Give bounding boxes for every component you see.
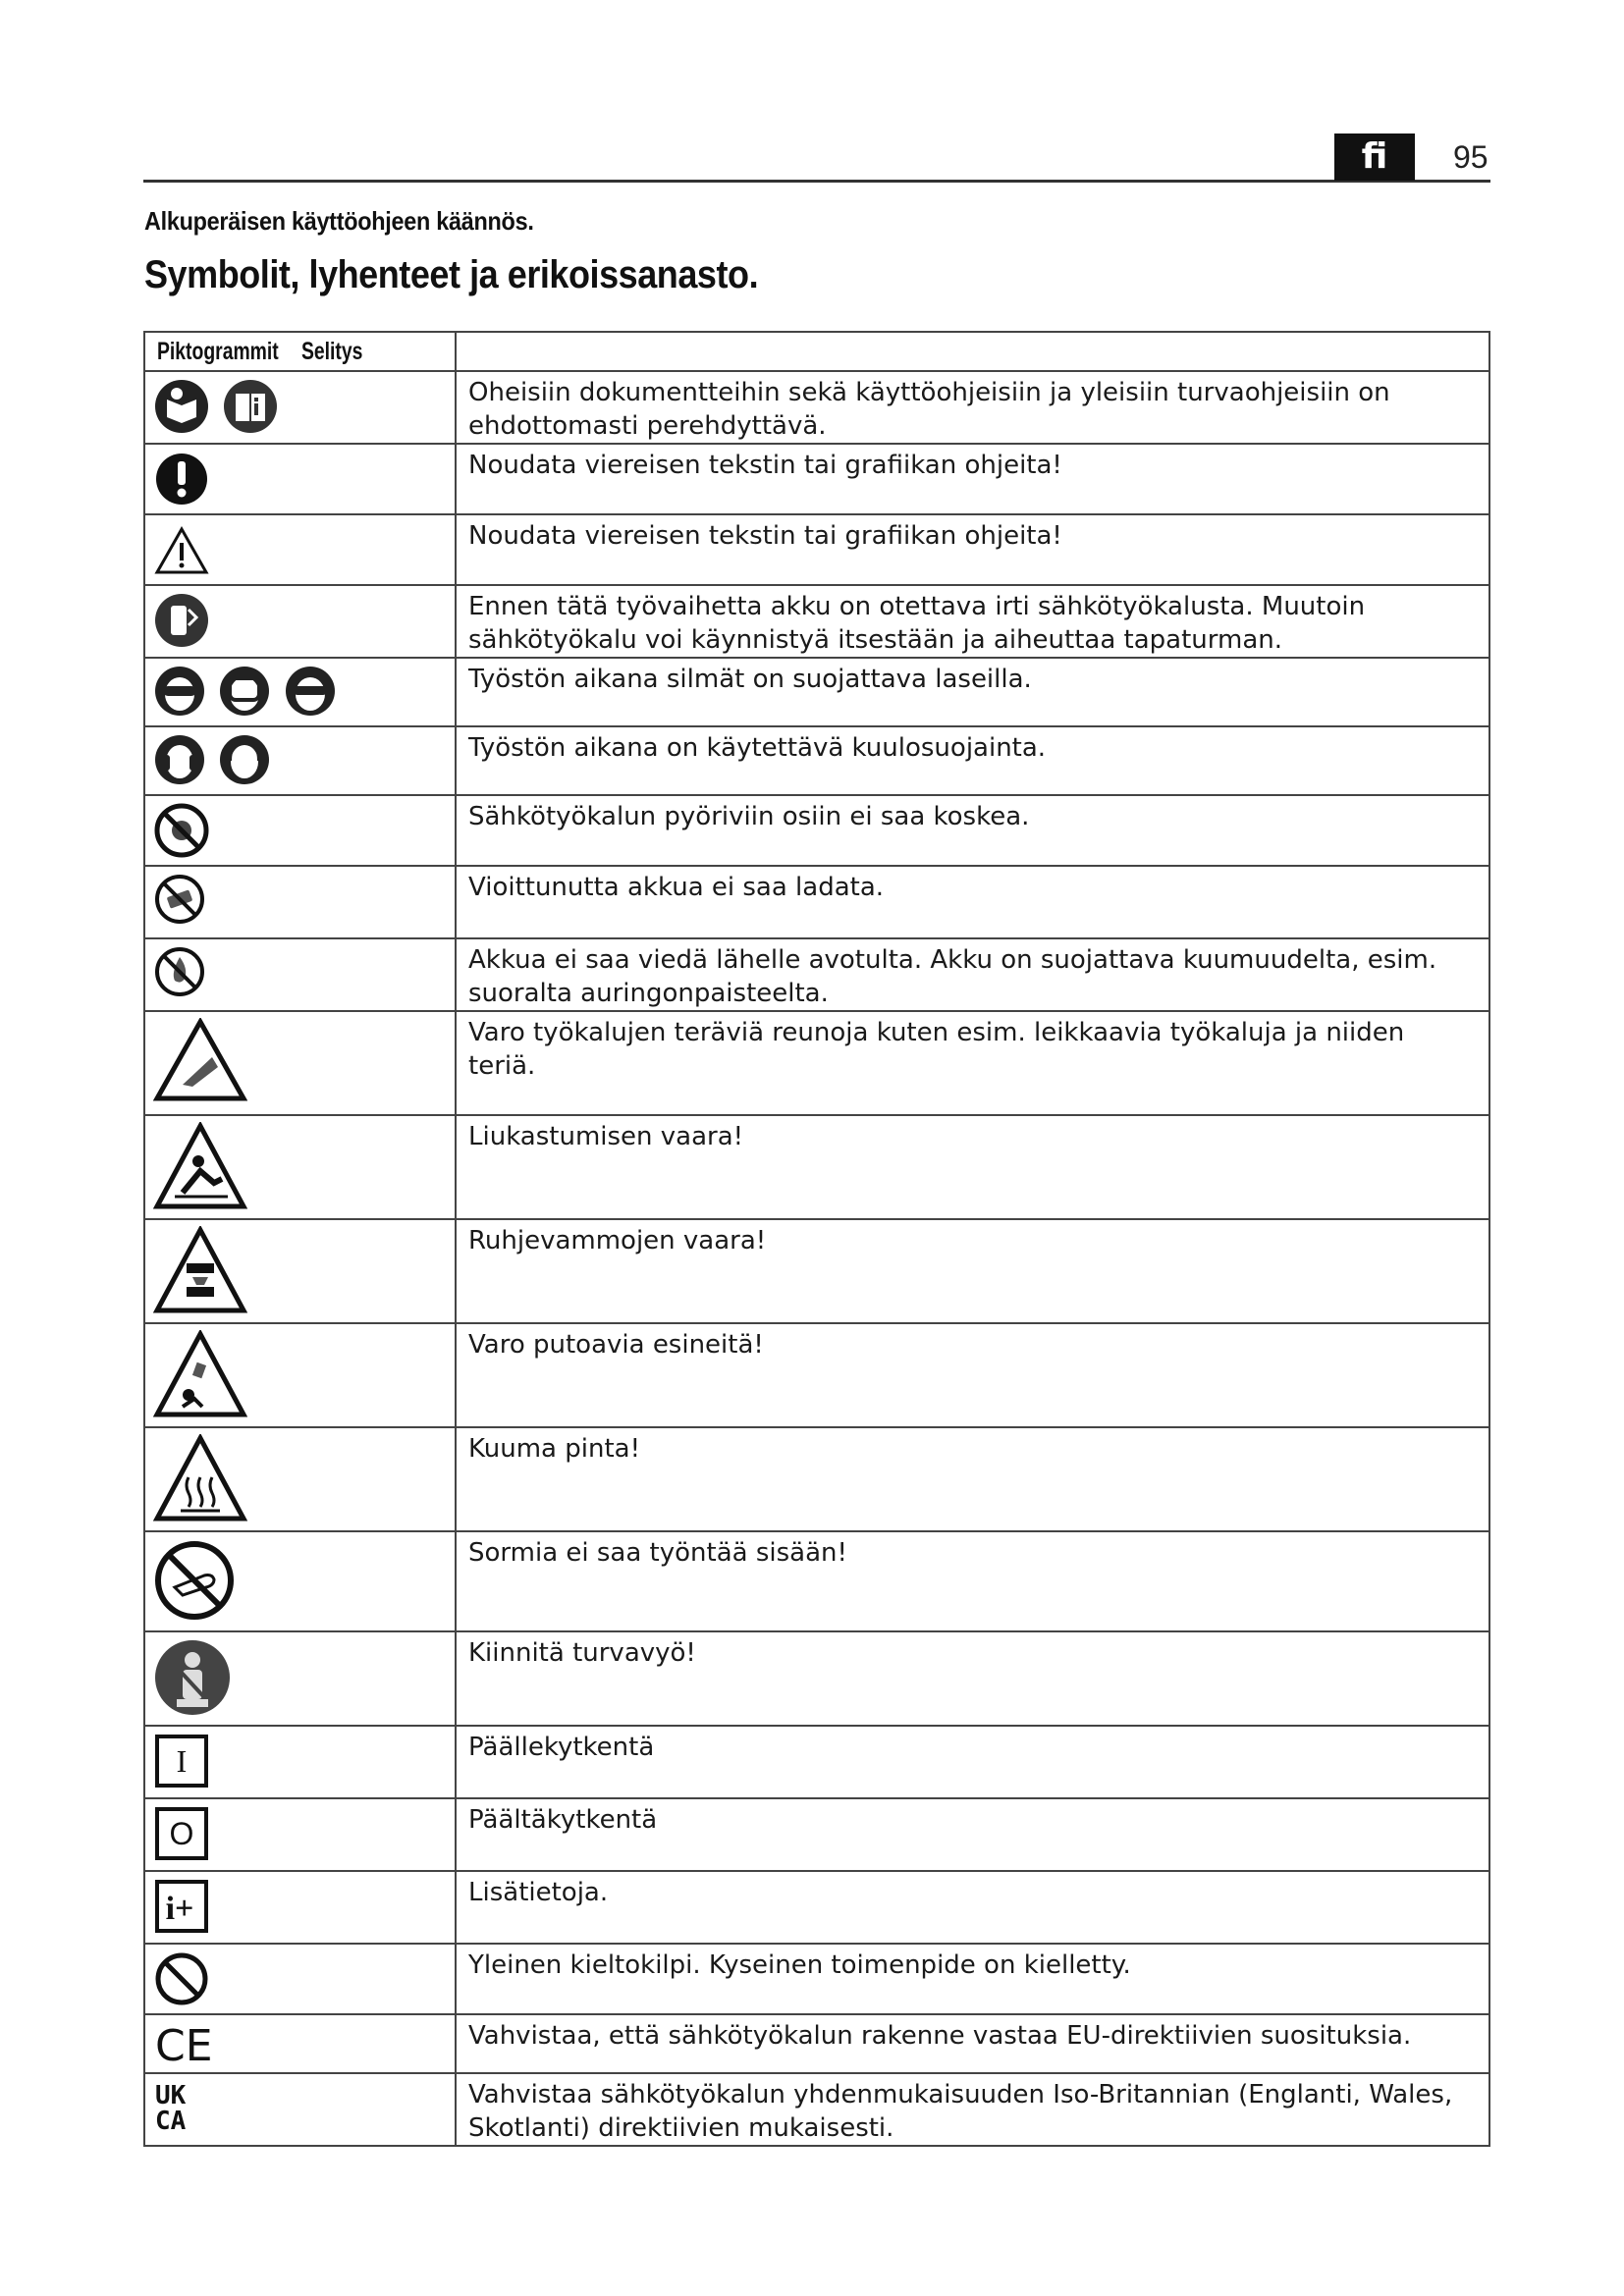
symbols-table: [143, 331, 1490, 2147]
pictogram-cell: [144, 866, 456, 938]
falling-objects-warning-icon: [153, 1330, 247, 1418]
pictogram-cell: [144, 1631, 456, 1726]
safety-goggles-icon: [284, 665, 337, 718]
ukca-mark-icon: [153, 2080, 202, 2135]
table-row: [144, 795, 1489, 866]
power-off-glyph: O: [169, 1816, 194, 1851]
table-row: [144, 1726, 1489, 1798]
table-row: [144, 1944, 1489, 2014]
pictogram-cell: [144, 1219, 456, 1323]
sharp-edges-warning-icon: [153, 1018, 247, 1102]
table-row: [144, 658, 1489, 726]
column-header-pictograms: [144, 332, 456, 371]
description-cell: Sormia ei saa työntää sisään!: [456, 1531, 1489, 1631]
description-cell: Vahvistaa, että sähkötyökalun rakenne vastaa EU-direktiivien suosituksia.: [456, 2014, 1489, 2073]
description-cell: Oheisiin dokumentteihin sekä käyttöohjeisiin ja yleisiin turvaohjeisiin on ehdottomasti perehdyttävä.: [456, 371, 1489, 444]
description-cell: Noudata viereisen tekstin tai grafiikan ohjeita!: [456, 514, 1489, 585]
ce-glyph: CE: [155, 2021, 213, 2066]
table-row: [144, 371, 1489, 444]
table-row: [144, 1323, 1489, 1427]
remove-battery-icon: [153, 592, 210, 649]
ce-mark-icon: [153, 2021, 218, 2066]
table-row: [144, 585, 1489, 658]
description-cell: Noudata viereisen tekstin tai grafiikan ohjeita!: [456, 444, 1489, 514]
description-cell: Yleinen kieltokilpi. Kyseinen toimenpide on kielletty.: [456, 1944, 1489, 2014]
eye-protection-icon: [153, 665, 206, 718]
pictogram-cell: [144, 2014, 456, 2073]
table-row: [144, 1631, 1489, 1726]
pictogram-cell: [144, 1115, 456, 1219]
hot-surface-warning-icon: [153, 1434, 247, 1522]
seat-belt-icon: [153, 1638, 232, 1717]
pictogram-cell: [144, 514, 456, 585]
pictogram-cell: [144, 1871, 456, 1944]
description-cell: Työstön aikana silmät on suojattava laseilla.: [456, 658, 1489, 726]
table-row: [144, 2014, 1489, 2073]
pictogram-cell: [144, 1798, 456, 1871]
no-touch-rotating-icon: [153, 802, 210, 859]
table-row: [144, 514, 1489, 585]
pictogram-cell: [144, 1427, 456, 1531]
description-cell: Sähkötyökalun pyöriviin osiin ei saa koskea.: [456, 795, 1489, 866]
face-shield-icon: [218, 665, 271, 718]
no-fingers-icon: [153, 1538, 236, 1623]
description-cell: Varo putoavia esineitä!: [456, 1323, 1489, 1427]
description-cell: Kuuma pinta!: [456, 1427, 1489, 1531]
mandatory-action-icon: [153, 451, 210, 507]
pictogram-cell: [144, 2073, 456, 2146]
description-cell: Vioittunutta akkua ei saa ladata.: [456, 866, 1489, 938]
ear-protection-icon: [153, 733, 206, 786]
table-row: [144, 726, 1489, 795]
header-rule: [143, 180, 1490, 183]
description-cell: Ruhjevammojen vaara!: [456, 1219, 1489, 1323]
pictogram-cell: [144, 1323, 456, 1427]
read-manual-icon: [153, 378, 210, 435]
description-cell: Työstön aikana on käytettävä kuulosuojainta.: [456, 726, 1489, 795]
description-cell: Ennen tätä työvaihetta akku on otettava irti sähkötyökalusta. Muutoin sähkötyökalu voi käynnistyä itsestään ja aiheuttaa tapaturman.: [456, 585, 1489, 658]
description-cell: Liukastumisen vaara!: [456, 1115, 1489, 1219]
pictogram-cell: [144, 938, 456, 1011]
header-label-pictograms: Piktogrammit: [157, 338, 279, 365]
info-glyph: i+: [165, 1891, 194, 1927]
ear-muffs-icon: [218, 733, 271, 786]
table-row: [144, 1011, 1489, 1115]
pictogram-cell: [144, 1944, 456, 2014]
table-header-row: [144, 332, 1489, 371]
description-cell: Varo työkalujen teräviä reunoja kuten esim. leikkaavia työkaluja ja niiden teriä.: [456, 1011, 1489, 1115]
table-row: [144, 866, 1489, 938]
pictogram-cell: [144, 1726, 456, 1798]
column-header-empty: [456, 332, 1489, 371]
pictogram-cell: [144, 1531, 456, 1631]
table-row: [144, 2073, 1489, 2146]
slip-hazard-warning-icon: [153, 1122, 247, 1210]
power-on-glyph: I: [176, 1743, 188, 1779]
ukca-line2: CA: [155, 2107, 187, 2135]
table-row: [144, 1427, 1489, 1531]
no-charge-damaged-battery-icon: [153, 873, 206, 926]
description-cell: Päältäkytkentä: [456, 1798, 1489, 1871]
description-cell: Lisätietoja.: [456, 1871, 1489, 1944]
pictogram-cell: [144, 795, 456, 866]
table-row: [144, 938, 1489, 1011]
pictogram-cell: [144, 585, 456, 658]
description-cell: Vahvistaa sähkötyökalun yhdenmukaisuuden Iso-Britannian (Englanti, Wales, Skotlanti) direktiivien mukaisesti.: [456, 2073, 1489, 2146]
description-cell: Kiinnitä turvavyö!: [456, 1631, 1489, 1726]
table-row: [144, 1871, 1489, 1944]
crush-hazard-warning-icon: [153, 1226, 247, 1314]
header-label-description: Selitys: [300, 338, 363, 365]
power-on-icon: [153, 1733, 210, 1789]
warning-triangle-icon: [153, 521, 210, 578]
description-cell: Päällekytkentä: [456, 1726, 1489, 1798]
pictogram-cell: [144, 1011, 456, 1115]
table-row: [144, 1531, 1489, 1631]
description-cell: Akkua ei saa viedä lähelle avotulta. Akku on suojattava kuumuudelta, esim. suoralta auringonpaisteelta.: [456, 938, 1489, 1011]
additional-info-icon: [153, 1878, 210, 1935]
pictogram-cell: [144, 658, 456, 726]
no-fire-heat-icon: [153, 945, 206, 998]
table-row: [144, 444, 1489, 514]
page-number: 95: [1453, 139, 1489, 175]
table-row: [144, 1219, 1489, 1323]
ukca-line1: UK: [155, 2081, 187, 2110]
page-title: Symbolit, lyhenteet ja erikoissanasto.: [144, 253, 759, 296]
pictogram-cell: [144, 371, 456, 444]
pictogram-cell: [144, 444, 456, 514]
table-row: [144, 1798, 1489, 1871]
power-off-icon: [153, 1805, 210, 1862]
prohibition-icon: [153, 1950, 210, 2007]
language-badge: fi: [1334, 133, 1415, 181]
subtitle: Alkuperäisen käyttöohjeen käännös.: [144, 206, 534, 236]
table-row: [144, 1115, 1489, 1219]
pictogram-cell: [144, 726, 456, 795]
info-manual-icon: [222, 378, 279, 435]
